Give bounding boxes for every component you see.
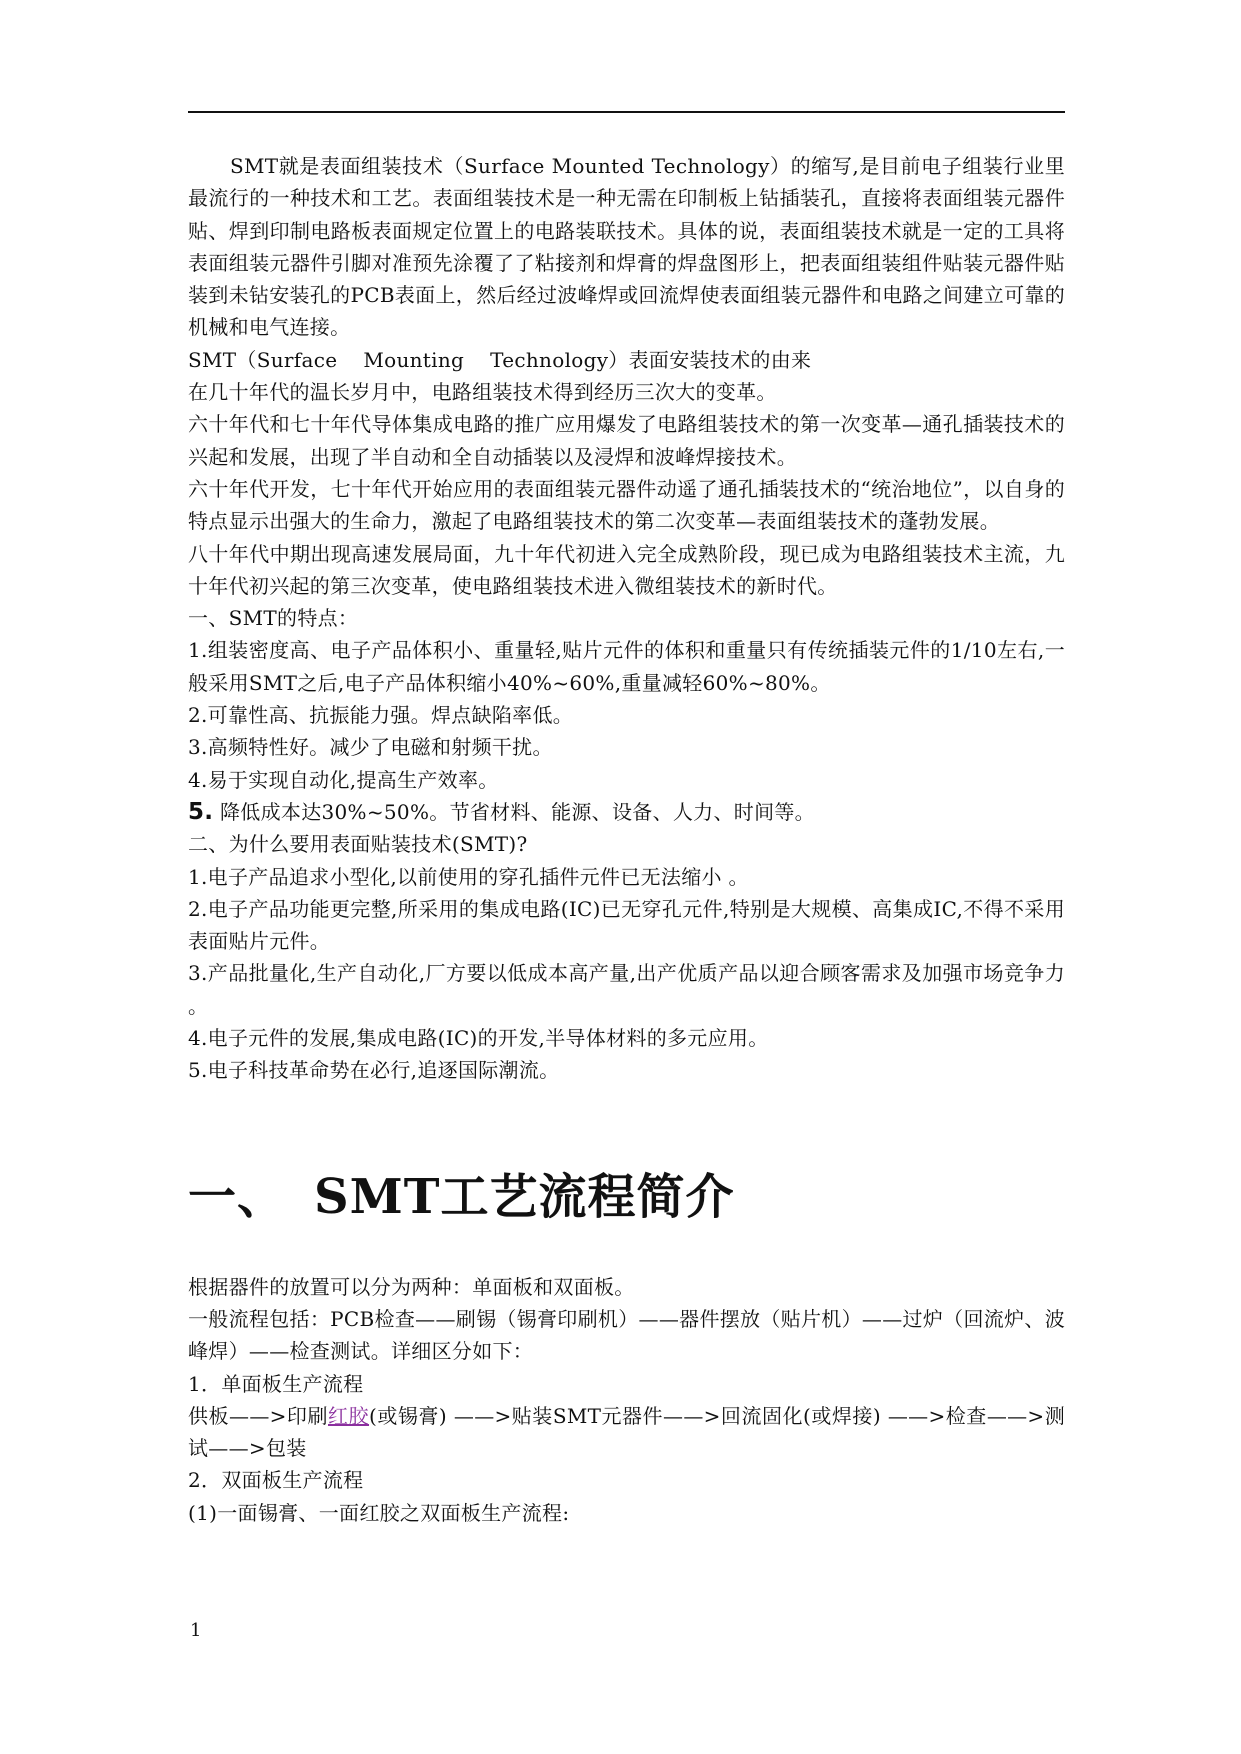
section-heading (188, 1169, 1065, 1225)
why-item: 4.电子元件的发展,集成电路(IC)的开发,半导体材料的多元应用。 (188, 1026, 769, 1051)
document-body (188, 150, 1065, 1529)
why-item: 5.电子科技革命势在必行,追逐国际潮流。 (188, 1058, 560, 1083)
section-heading-number: 一、 (188, 1168, 287, 1225)
why-item: 1.电子产品追求小型化,以前使用的穿孔插件元件已无法缩小 。 (188, 864, 749, 889)
single-side-title: 1．单面板生产流程 (188, 1371, 364, 1396)
why-title: 二、为什么要用表面贴装技术(SMT)? (188, 832, 528, 857)
single-side-flow (188, 1400, 1065, 1465)
origin-title-part: SMT（Surface (188, 347, 338, 372)
feature-item: 2.可靠性高、抗振能力强。焊点缺陷率低。 (188, 703, 574, 728)
double-side-title: 2．双面板生产流程 (188, 1468, 364, 1493)
header-rule (188, 111, 1065, 113)
page-number: 1 (190, 1620, 202, 1641)
intro-paragraph: SMT就是表面组装技术（Surface Mounted Technology）的缩写,是目前电子组装行业里最流行的一种技术和工艺。表面组装技术是一种无需在印制板上钻插装孔，直接将表面组装元器件贴、焊到印制电路板表面规定位置上的电路装联技术。具体的说，表面组装技术就是一定的工具将表面组装元器件引脚对准预先涂覆了了粘接剂和焊膏的焊盘图形上，把表面组装组件贴装元器件贴装到未钻安装孔的PCB表面上，然后经过波峰焊或回流焊使表面组装元器件和电路之间建立可靠的机械和电气连接。 (188, 154, 1065, 340)
why-item: 2.电子产品功能更完整,所采用的集成电路(IC)已无穿孔元件,特别是大规模、高集成IC,不得不采用表面贴片元件。 (188, 896, 1065, 954)
origin-line: 八十年代中期出现高速发展局面，九十年代初进入完全成熟阶段，现已成为电路组装技术主流，九十年代初兴起的第三次变革，使电路组装技术进入微组装技术的新时代。 (188, 541, 1065, 598)
features-title: 一、SMT的特点： (188, 606, 359, 631)
process-general: 一般流程包括：PCB检查——刷锡（锡膏印刷机）——器件摆放（贴片机）——过炉（回流炉、波峰焊）——检查测试。详细区分如下： (188, 1306, 1065, 1364)
section-heading-text: SMT工艺流程简介 (314, 1168, 735, 1225)
feature-item-number: 5. (188, 798, 214, 825)
origin-title-part: Technology）表面安装技术的由来 (490, 347, 812, 372)
single-flow-pre: 供板——>印刷 (188, 1403, 328, 1428)
origin-line: 六十年代和七十年代导体集成电路的推广应用爆发了电路组装技术的第一次变革—通孔插装技术的兴起和发展，出现了半自动和全自动插装以及浸焊和波峰焊接技术。 (188, 412, 1065, 469)
why-item: 3.产品批量化,生产自动化,厂方要以低成本高产量,出产优质产品以迎合顾客需求及加强市场竞争力 。 (188, 961, 1065, 1018)
process-intro: 根据器件的放置可以分为两种：单面板和双面板。 (188, 1274, 635, 1299)
feature-item: 1.组装密度高、电子产品体积小、重量轻,贴片元件的体积和重量只有传统插装元件的1/10左右,一般采用SMT之后,电子产品体积缩小40%~60%,重量减轻60%~80%。 (188, 638, 1065, 695)
origin-title-part: Mounting (363, 347, 465, 372)
feature-item: 4.易于实现自动化,提高生产效率。 (188, 767, 499, 792)
feature-item-text: 降低成本达30%~50%。节省材料、能源、设备、人力、时间等。 (213, 799, 815, 824)
red-glue-link[interactable]: 红胶 (327, 1403, 370, 1428)
single-flow-post: (或锡膏) ——>贴装SMT元器件——>回流固化(或焊接) ——>检查——>测试——>包装 (188, 1403, 1065, 1461)
origin-title (188, 344, 1065, 376)
feature-item (188, 796, 1065, 828)
double-side-subtitle: (1)一面锡膏、一面红胶之双面板生产流程: (188, 1500, 570, 1525)
origin-line: 六十年代开发，七十年代开始应用的表面组装元器件动遥了通孔插装技术的“统治地位”，以自身的特点显示出强大的生命力，激起了电路组装技术的第二次变革—表面组装技术的蓬勃发展。 (188, 476, 1065, 534)
feature-item: 3.高频特性好。减少了电磁和射频干扰。 (188, 735, 553, 760)
origin-line: 在几十年代的温长岁月中，电路组装技术得到经历三次大的变革。 (188, 380, 777, 405)
